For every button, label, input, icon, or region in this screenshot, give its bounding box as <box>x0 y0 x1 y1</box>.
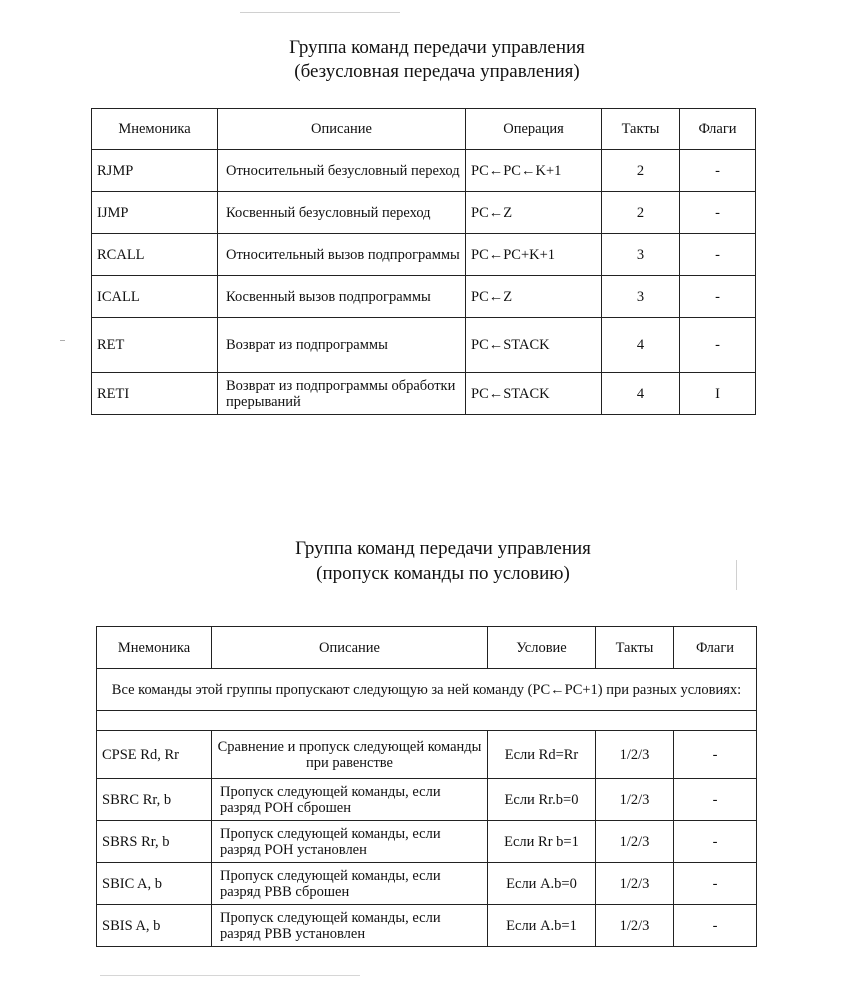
mnemonic-cell: RET <box>92 318 218 373</box>
mnemonic-cell: CPSE Rd, Rr <box>97 731 212 779</box>
flags-cell: - <box>674 731 757 779</box>
flags-cell: - <box>680 318 756 373</box>
table-row <box>92 318 756 373</box>
mnemonic-cell: SBRC Rr, b <box>97 779 212 821</box>
table-header-row <box>92 109 756 150</box>
condition-cell: Если A.b=0 <box>488 863 596 905</box>
description-cell: Относительный вызов подпрограммы <box>218 234 466 276</box>
table-row <box>97 821 757 863</box>
description-cell: Косвенный безусловный переход <box>218 192 466 234</box>
spacer-row <box>97 711 757 731</box>
mnemonic-cell: SBIS A, b <box>97 905 212 947</box>
mnemonic-cell: IJMP <box>92 192 218 234</box>
table-row <box>92 373 756 415</box>
cycles-cell: 1/2/3 <box>596 731 674 779</box>
condition-cell: Если Rd=Rr <box>488 731 596 779</box>
section1-title-line2: (безусловная передача управления) <box>294 61 580 82</box>
cycles-cell: 1/2/3 <box>596 821 674 863</box>
note-row <box>97 669 757 711</box>
cycles-cell: 1/2/3 <box>596 863 674 905</box>
header-mnemonic: Мнемоника <box>97 627 212 669</box>
cycles-cell: 2 <box>602 150 680 192</box>
description-cell: Возврат из подпрограммы <box>218 318 466 373</box>
mnemonic-cell: RETI <box>92 373 218 415</box>
operation-cell: PC←Z <box>466 276 602 318</box>
group-note: Все команды этой группы пропускают следующую за ней команду (PC←PC+1) при разных условиях: <box>97 669 757 711</box>
description-cell: Возврат из подпрограммы обработки прерываний <box>218 373 466 415</box>
flags-cell: - <box>674 821 757 863</box>
description-cell: Пропуск следующей команды, если разряд РОН сброшен <box>212 779 488 821</box>
table-row <box>97 779 757 821</box>
operation-cell: PC←STACK <box>466 318 602 373</box>
cycles-cell: 2 <box>602 192 680 234</box>
cycles-cell: 1/2/3 <box>596 905 674 947</box>
condition-cell: Если A.b=1 <box>488 905 596 947</box>
empty-row-cell <box>97 711 757 731</box>
table-row <box>97 863 757 905</box>
description-cell: Пропуск следующей команды, если разряд РОН установлен <box>212 821 488 863</box>
header-description: Описание <box>218 109 466 150</box>
mnemonic-cell: ICALL <box>92 276 218 318</box>
operation-cell: PC←PC+K+1 <box>466 234 602 276</box>
scan-artifact <box>736 560 737 590</box>
header-flags: Флаги <box>674 627 757 669</box>
mnemonic-cell: RJMP <box>92 150 218 192</box>
unconditional-transfer-table <box>91 108 756 415</box>
mnemonic-cell: SBRS Rr, b <box>97 821 212 863</box>
table-row <box>92 276 756 318</box>
flags-cell: - <box>680 234 756 276</box>
table-row <box>92 150 756 192</box>
header-operation: Операция <box>466 109 602 150</box>
cycles-cell: 3 <box>602 234 680 276</box>
mnemonic-cell: SBIC A, b <box>97 863 212 905</box>
description-cell: Пропуск следующей команды, если разряд РВВ установлен <box>212 905 488 947</box>
flags-cell: - <box>680 192 756 234</box>
section2-title-line2: (пропуск команды по условию) <box>316 563 570 584</box>
scan-artifact <box>100 975 360 976</box>
description-cell: Косвенный вызов подпрограммы <box>218 276 466 318</box>
scan-artifact <box>60 340 65 341</box>
conditional-skip-table <box>96 626 757 947</box>
flags-cell: - <box>674 863 757 905</box>
flags-cell: - <box>680 150 756 192</box>
flags-cell: - <box>674 905 757 947</box>
description-cell: Пропуск следующей команды, если разряд РВВ сброшен <box>212 863 488 905</box>
table-row <box>97 905 757 947</box>
flags-cell: - <box>680 276 756 318</box>
table-header-row <box>97 627 757 669</box>
header-condition: Условие <box>488 627 596 669</box>
flags-cell: - <box>674 779 757 821</box>
operation-cell: PC←Z <box>466 192 602 234</box>
table-row <box>97 731 757 779</box>
section1-title-line1: Группа команд передачи управления <box>289 37 585 58</box>
description-cell: Сравнение и пропуск следующей команды при равенстве <box>212 731 488 779</box>
flags-cell: I <box>680 373 756 415</box>
condition-cell: Если Rr.b=0 <box>488 779 596 821</box>
header-flags: Флаги <box>680 109 756 150</box>
condition-cell: Если Rr b=1 <box>488 821 596 863</box>
mnemonic-cell: RCALL <box>92 234 218 276</box>
description-cell: Относительный безусловный переход <box>218 150 466 192</box>
header-cycles: Такты <box>596 627 674 669</box>
cycles-cell: 1/2/3 <box>596 779 674 821</box>
section2-title-line1: Группа команд передачи управления <box>295 538 591 559</box>
cycles-cell: 4 <box>602 373 680 415</box>
scan-artifact <box>240 12 400 13</box>
operation-cell: PC←STACK <box>466 373 602 415</box>
table-row <box>92 192 756 234</box>
header-description: Описание <box>212 627 488 669</box>
header-mnemonic: Мнемоника <box>92 109 218 150</box>
header-cycles: Такты <box>602 109 680 150</box>
table-row <box>92 234 756 276</box>
cycles-cell: 3 <box>602 276 680 318</box>
operation-cell: PC←PC←K+1 <box>466 150 602 192</box>
cycles-cell: 4 <box>602 318 680 373</box>
